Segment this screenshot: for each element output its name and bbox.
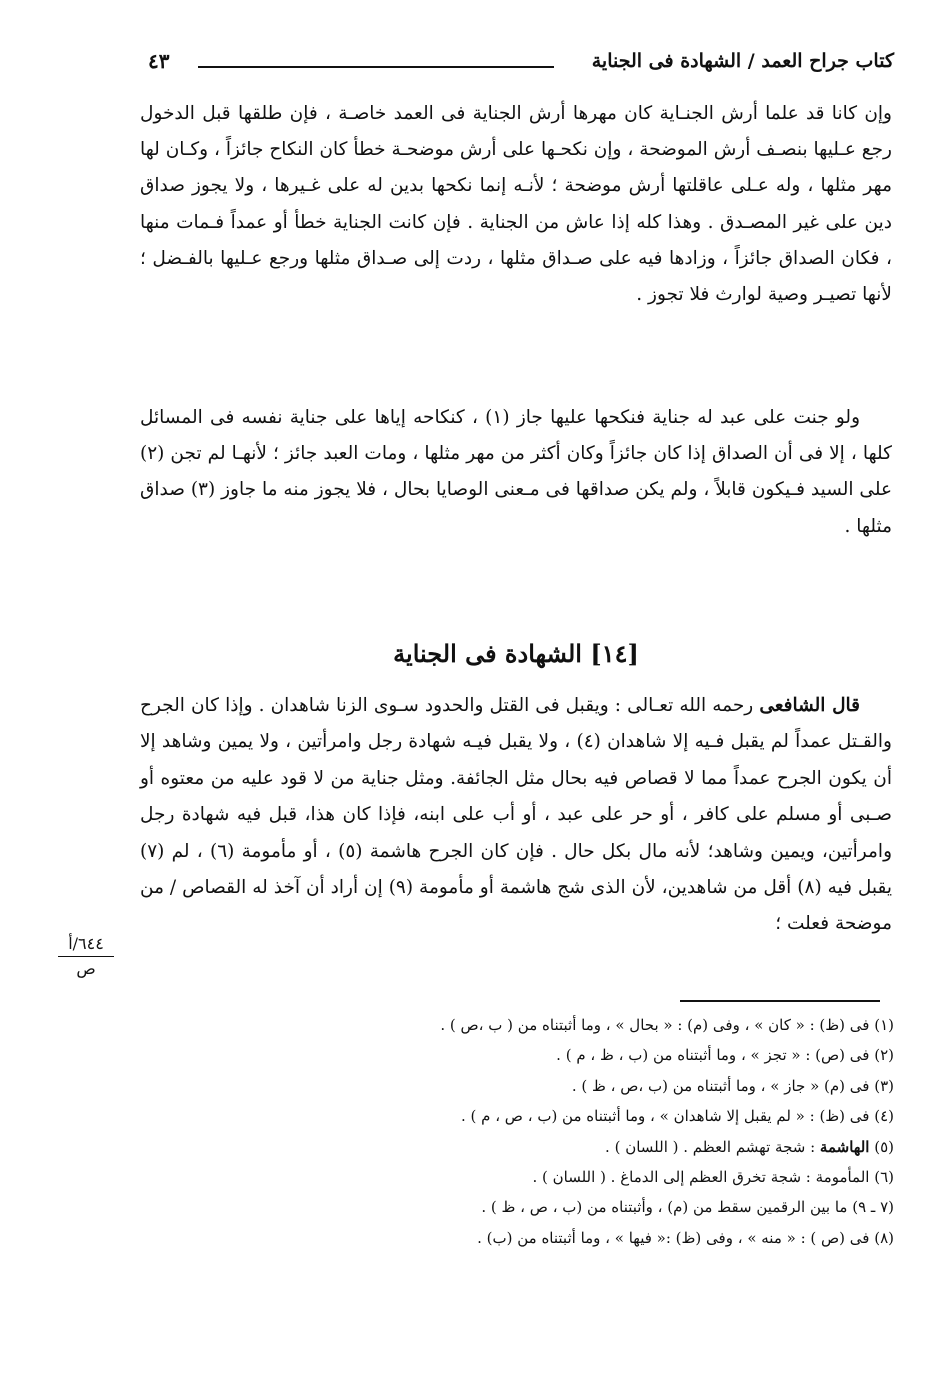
header-rule — [198, 66, 554, 68]
footnote-6: (٦) المأمومة : شجة تخرق العظم إلى الدماغ . ( اللسان ) . — [532, 1168, 894, 1187]
footnote-5-text: : شجة تهشم العظم . ( اللسان ) . — [605, 1137, 820, 1156]
footnote-3: (٣) فى (م) « جاز » ، وما أثبتناه من (ب ،ص ، ظ ) . — [571, 1076, 894, 1095]
margin-note-rule — [58, 956, 114, 957]
footnote-1: (١) فى (ظ) : « كان » ، وفى (م) : « بحال » ، وما أثبتناه من ( ب ،ص ) . — [440, 1016, 894, 1034]
page-number: ٤٣ — [148, 49, 170, 73]
header-title: كتاب جراح العمد / الشهادة فى الجناية — [591, 50, 894, 72]
footnote-separator — [680, 1000, 880, 1002]
footnote-8: (٨) فى (ص ) : « منه » ، وفى (ظ) :« فيها » ، وما أثبتناه من (ب) . — [477, 1228, 894, 1247]
margin-note-top: ٦٤٤/أ — [68, 934, 104, 953]
footnote-4: (٤) فى (ظ) : « لم يقبل إلا شاهدان » ، وما أثبتناه من (ب ، ص ، م ) . — [460, 1107, 894, 1126]
paragraph-1: وإن كانا قد علما أرش الجنـاية كان مهرها أرش الجناية فى العمد خاصـة ، فإن طلقها قبل الدخول رجع عـليها بنصـف أرش الموضحة ، وإن نكحـها على أرش موضحـة خطأ كان النكاح جائزاً ، وكـان لها مهر مثلها ، وله عـلى عاقلتها أرش موضحة ؛ لأنـه إنما نكحها بدين له على غـيرها ، ولا يجوز صداق دين على غير المصـدق . وهذا كله إذا عاش من الجناية . فإن كانت الجناية خطأ أو عمداً فـمات منها ، فكان الصداق جائزاً ، وزادها فيه على صـداق مثلها ، ردت إلى صـداق مثلها ورجع عـليها بالفـضل ؛ لأنها تصيـر وصية لوارث فلا تجوز . — [140, 103, 892, 306]
footnote-7-9: (٧ ـ ٩) ما بين الرقمين سقط من (م) ، وأثبتناه من (ب ، ص ، ظ ) . — [481, 1198, 894, 1217]
footnote-2: (٢) فى (ص) : « تجز » ، وما أثبتناه من (ب ، ظ ، م ) . — [556, 1046, 894, 1065]
section-heading: [١٤] الشهادة فى الجناية — [393, 639, 639, 668]
section-text: رحمه الله تعـالى : ويقبل فى القتل والحدود سـوى الزنا شاهدان . وإذا كان الجرح والقـتل عمداً لم يقبل فـيه إلا شاهدان (٤) ، ولا يقبل فيـه شهادة رجل وامرأتين ، ولا يمين وشاهد إلا أن يكون الجرح عمداً مما لا قصاص فيه بحال مثل الجائفة. ومثل جناية من لا قود عليه من معتوه أو صـبى أو مسلم على كافر ، أو حر على عبد ، أو أب على ابنه، فإذا كان هذا، قبل فيه شهادة رجل وامرأتين، ويمين وشاهد؛ لأنه مال بكل حال . فإن كان الجرح هاشمة (٥) ، أو مأمومة (٦) ، لم (٧) يقبل فيه (٨) أقل من شاهدين، لأن الذى شج هاشمة أو مأمومة (٩) إن أراد أن آخذ له القصاص / من موضحة فعلت ؛ — [140, 695, 892, 935]
paragraph-2: ولو جنت على عبد له جناية فنكحها عليها جاز (١) ، كنكاحه إياها على جناية نفسه فى المسائل كلها ، إلا فى أن الصداق إذا كان جائزاً وكان أكثر من مهر مثلها ، ومات العبد جائز ؛ لأنهـا لم تجن (٢) على السيد فـيكون قابلاً ، ولم يكن صداقها فى مـعنى الوصايا بحال ، فلا يجوز منه ما جاوز (٣) صداق مثلها . — [140, 407, 892, 537]
running-header — [148, 44, 894, 80]
footnote-5 — [200, 1132, 894, 1162]
margin-manuscript-reference — [54, 934, 118, 979]
section-body — [140, 688, 892, 943]
margin-note-bottom: ص — [76, 959, 96, 978]
section-speaker: قال الشافعى — [759, 695, 860, 716]
footnote-5-term: الهاشمة — [819, 1137, 870, 1156]
footnote-5-number: (٥) — [874, 1137, 894, 1156]
footnotes — [200, 1010, 894, 1253]
